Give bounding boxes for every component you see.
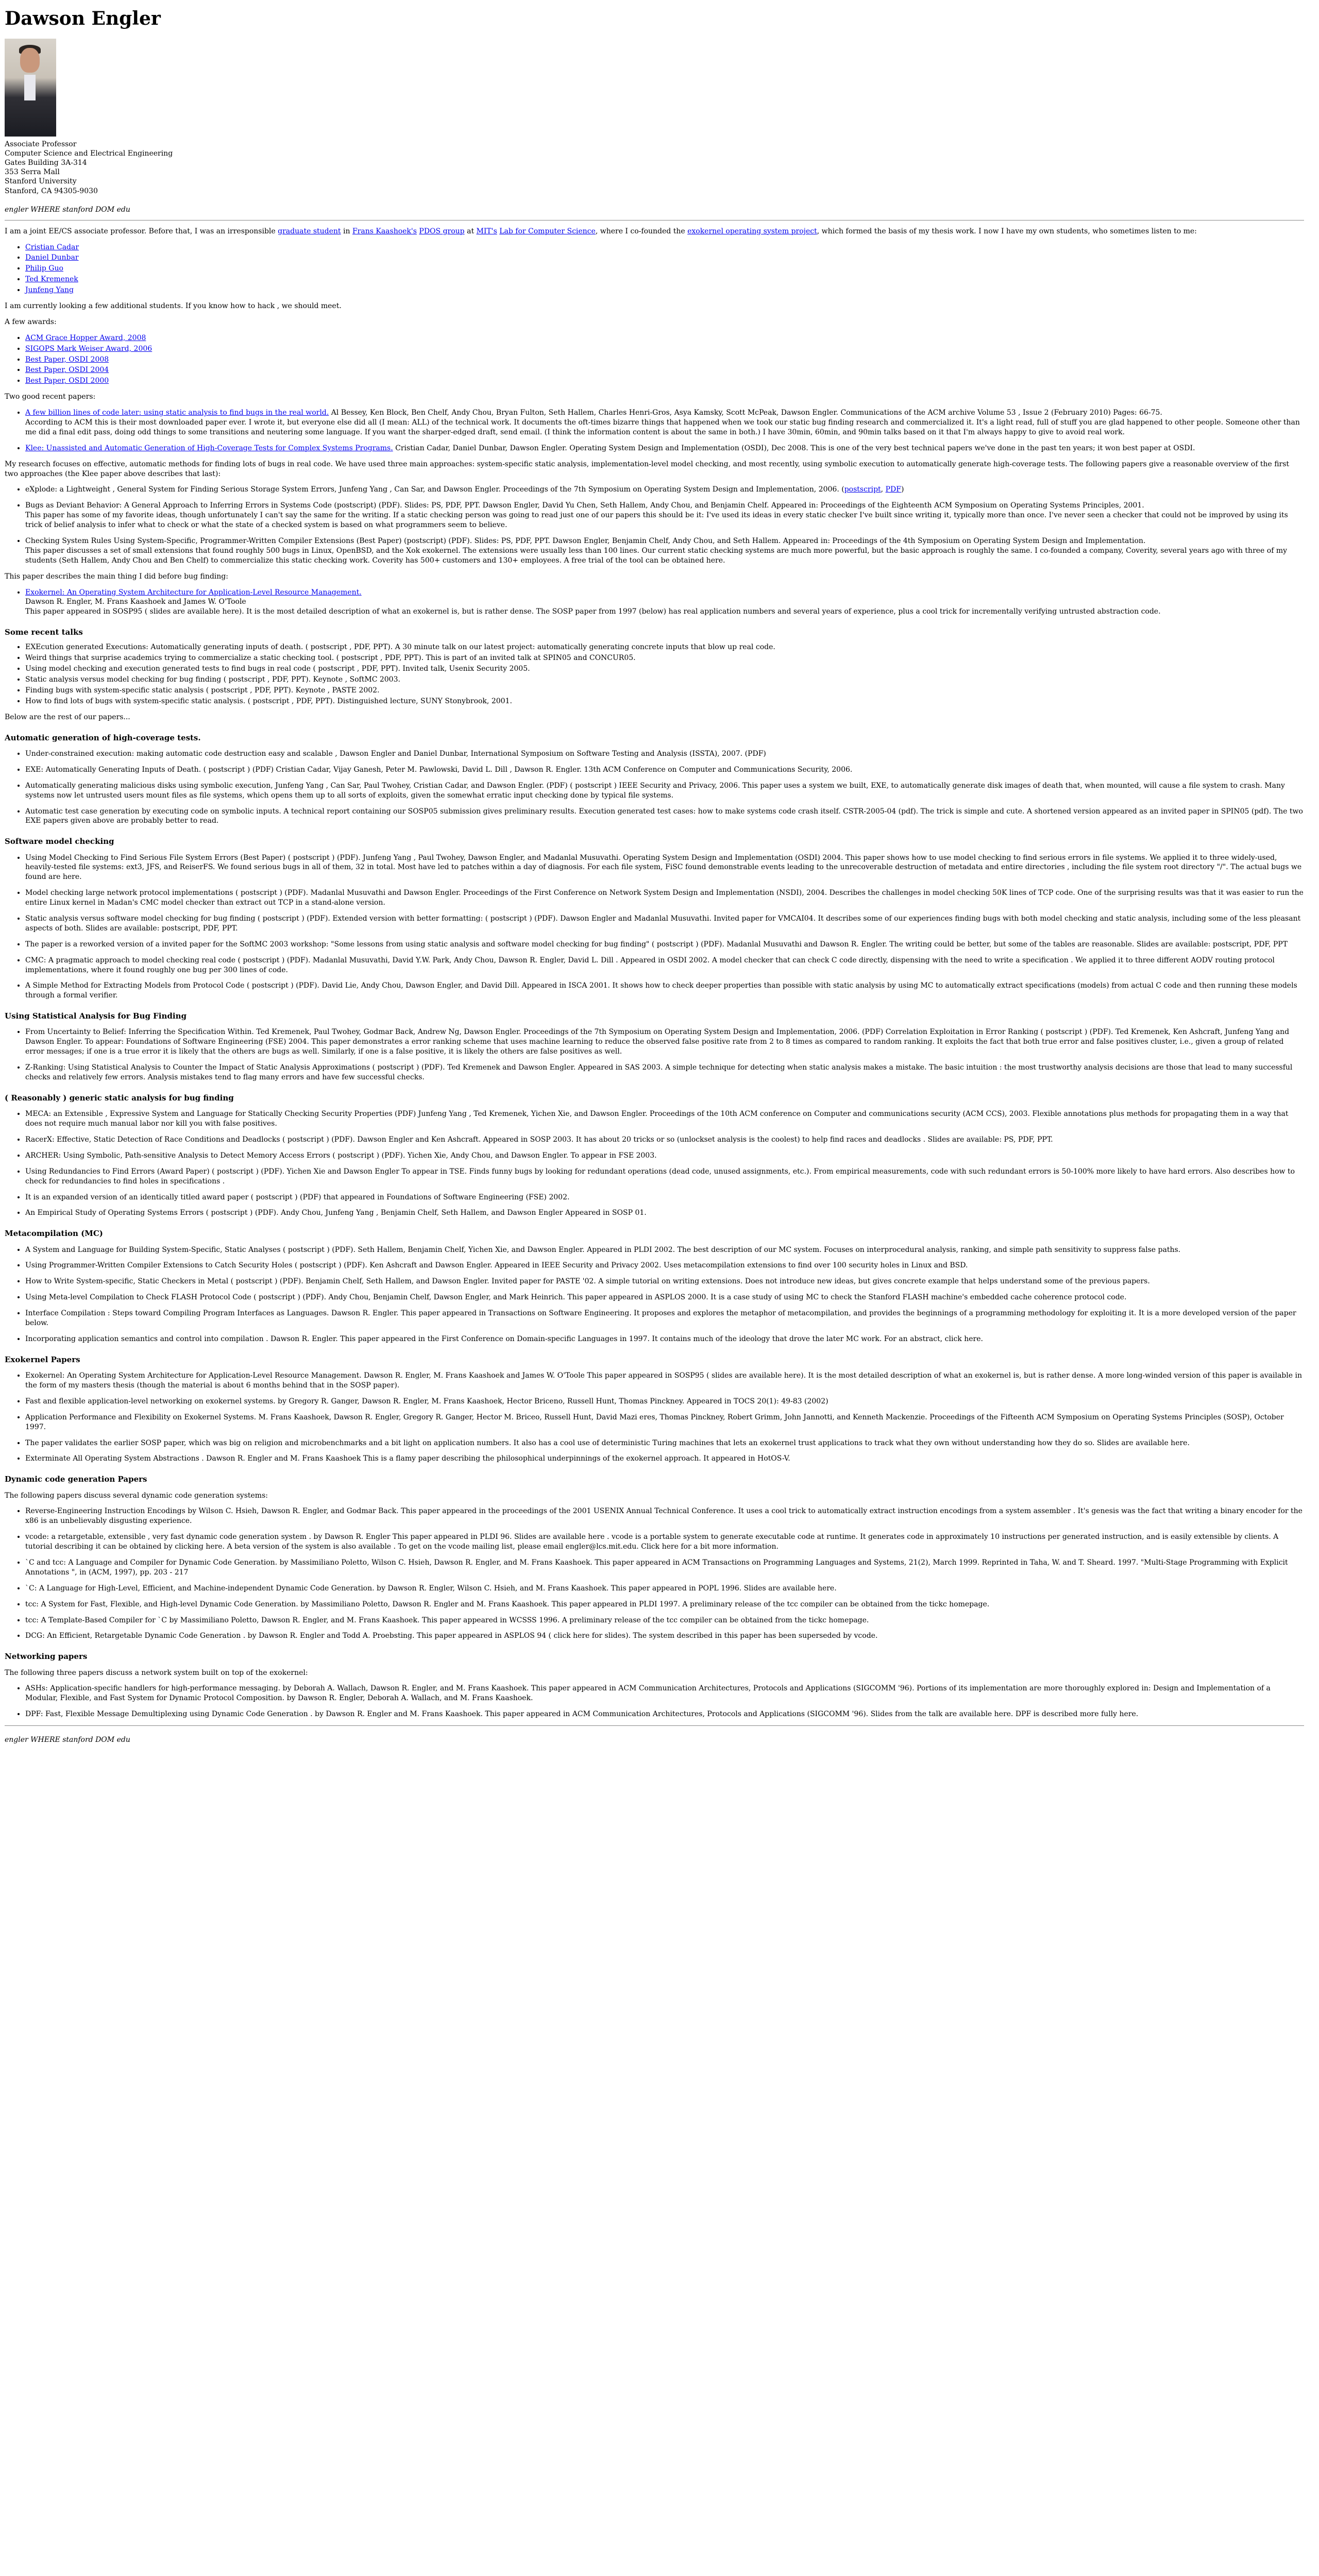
- list-item: • Weird things that surprise academics trying to commercialize a static checking tool. ( postscript , PDF, PPT). This is part of an invited talk at SPIN05 and CONCUR05.: [25, 653, 1304, 663]
- generic-list: [5, 1109, 1304, 1218]
- list-item: • From Uncertainty to Belief: Inferring the Specification Within. Ted Kremenek, Paul Twohey, Godmar Back, Andrew Ng, Dawson Engler. Proceedings of the 7th Symposium on Operating System Design and Implementation, 2006. (PDF) Correlation Exploitation in Error Ranking ( postscript ) (PDF). Ted Kremenek, Ken Ashcraft, Junfeng Yang and Dawson Engler. To appear: Foundations of Software Engineering (FSE) 2004. This paper demonstrates a error ranking scheme that uses machine learning to reduce the observed false positive rate from 2 to 8 times as compared to random ranking. It exploits the fact that both true error and false positives cluster, i.e., given a group of related error messages; if one is a true error it is likely that the others are bugs as well. Similarly, if one is a false positive, it is likely the others are false positives as well.: [25, 1027, 1304, 1057]
- student-link[interactable]: Ted Kremenek: [25, 275, 78, 284]
- list-item: • Finding bugs with system-specific static analysis ( postscript , PDF, PPT). Keynote , PASTE 2002.: [25, 686, 1304, 696]
- mc-list: [5, 853, 1304, 1001]
- net-list: [5, 1684, 1304, 1719]
- list-item: [25, 243, 1304, 252]
- list-item: [25, 501, 1304, 530]
- intro-text: I am a joint EE/CS associate professor. Before that, I was an irresponsible: [5, 227, 278, 235]
- students-list: [5, 243, 1304, 295]
- paper-link[interactable]: A few billion lines of code later: using static analysis to find bugs in the real world.: [25, 409, 329, 417]
- divider: [5, 220, 1304, 221]
- list-item: • How to find lots of bugs with system-specific static analysis. ( postscript , PDF, PPT). Distinguished lecture, SUNY Stonybrook, 2001.: [25, 697, 1304, 706]
- paper-description: This paper appeared in SOSP95 ( slides are available here). It is the most detailed description of what an exokernel is, but is rather dense. The SOSP paper from 1997 (below) has real application numbers and several years of experience, plus a cool trick for incrementally verifying untrusted abstraction code.: [25, 607, 1161, 616]
- list-item: [25, 355, 1304, 365]
- list-item: • Automatically generating malicious disks using symbolic execution, Junfeng Yang , Can Sar, Paul Twohey, Cristian Cadar, and Dawson Engler. (PDF) ( postscript ) IEEE Security and Privacy, 2006. This paper uses a system we built, EXE, to automatically generate disk images of death that, when mounted, will cause a file system to crash. Many systems now let untrusted users mount files as file systems, which opens them up to all sorts of exploits, given the somewhat erratic input checking done by typical file systems.: [25, 781, 1304, 801]
- list-item: • A Simple Method for Extracting Models from Protocol Code ( postscript ) (PDF). David Lie, Andy Chou, Dawson Engler, and David Dill. Appeared in ISCA 2001. It shows how to check deeper properties than possible with static analysis by using MC to automatically extract specifications (models) from actual C code and then running these models through a formal verifier.: [25, 981, 1304, 1001]
- list-item: [25, 333, 1304, 343]
- list-item: [25, 285, 1304, 295]
- list-item: • The paper validates the earlier SOSP paper, which was big on religion and microbenchmarks and a bit light on application numbers. It also has a cool use of deterministic Turing machines that lets an exokernel trust applications to track what they own without understanding how they do so. Slides are available here.: [25, 1438, 1304, 1448]
- recent-papers-list: [5, 408, 1304, 453]
- address-line: Computer Science and Electrical Engineering: [5, 149, 173, 158]
- list-item: [25, 376, 1304, 386]
- list-item: • EXE: Automatically Generating Inputs of Death. ( postscript ) (PDF) Cristian Cadar, Vijay Ganesh, Peter M. Pawlowski, David L. Dill , Dawson R. Engler. 13th ACM Conference on Computer and Communications Security, 2006.: [25, 765, 1304, 775]
- list-item: • How to Write System-specific, Static Checkers in Metal ( postscript ) (PDF). Benjamin Chelf, Seth Hallem, and Dawson Engler. Invited paper for PASTE '02. A simple tutorial on writing extensions. Does not introduce new ideas, but gives concrete example that helps understand some of the previous papers.: [25, 1277, 1304, 1286]
- list-item: • Using Programmer-Written Compiler Extensions to Catch Security Holes ( postscript ) (PDF). Ken Ashcraft and Dawson Engler. Appeared in IEEE Security and Privacy 2002. Uses metacompilation extensions to find over 100 security holes in Linux and BSD.: [25, 1261, 1304, 1270]
- advising-text: I am currently looking a few additional students. If you know how to hack , we should meet.: [5, 301, 342, 310]
- exo-main-list: [5, 588, 1304, 617]
- award-link[interactable]: Best Paper, OSDI 2008: [25, 355, 109, 364]
- list-item: • eXplode: a Lightweight , General System for Finding Serious Storage System Errors, Junfeng Yang , Can Sar, and Dawson Engler. Proceedings of the 7th Symposium on Operating System Design and Implementation, 2006. (postscript, PDF): [25, 485, 1304, 495]
- list-item: • `C and tcc: A Language and Compiler for Dynamic Code Generation. by Massimiliano Poletto, Wilson C. Hsieh, Dawson R. Engler, and M. Frans Kaashoek. This paper appeared in ACM Transactions on Programming Languages and Systems, 21(2), March 1999. Reprinted in Taha, W. and T. Sheard. 1997. "Multi-Stage Programming with Explicit Annotations ", in (ACM, 1997), pp. 203 - 217: [25, 1558, 1304, 1578]
- intro-text: in: [341, 227, 352, 235]
- student-link[interactable]: Junfeng Yang: [25, 286, 74, 295]
- page-title: Dawson Engler: [5, 8, 161, 29]
- section-heading: Metacompilation (MC): [5, 1229, 103, 1239]
- list-item: • Application Performance and Flexibility on Exokernel Systems. M. Frans Kaashoek, Dawson R. Engler, Gregory R. Ganger, Hector M. Briceo, Russell Hunt, David Mazi eres, Thomas Pinckney, Robert Grimm, John Jannotti, and Kenneth Mackenzie. Proceedings of the Fifteenth ACM Symposium on Operating Systems Principles (SOSP), October 1997.: [25, 1413, 1304, 1432]
- list-item: • Using Model Checking to Find Serious File System Errors (Best Paper) ( postscript ) (PDF). Junfeng Yang , Paul Twohey, Dawson Engler, and Madanlal Musuvathi. Operating System Design and Implementation (OSDI) 2004. This paper shows how to use model checking to find serious errors in file systems. We applied it to three widely-used, heavily-tested file systems: ext3, JFS, and ReiserFS. We found serious bugs in all of them, 32 in total. Most have led to patches within a day of diagnosis. For each file system, FiSC found demonstrable events leading to the unrecoverable destruction of metadata and entire directories , including the file system root directory "/". The actual bugs we found are here.: [25, 853, 1304, 883]
- list-item: • Static analysis versus software model checking for bug finding ( postscript ) (PDF). Extended version with better formatting: ( postscript ) (PDF). Dawson Engler and Madanlal Musuvathi. Invited paper for VMCAI04. It describes some of our experiences finding bugs with both model checking and static analysis, including some of the less pleasant aspects of both. Slides are available: postscript, PDF, PPT.: [25, 914, 1304, 934]
- dyn-list: [5, 1506, 1304, 1641]
- list-item: [25, 408, 1304, 437]
- portrait-photo: [5, 39, 56, 137]
- recent-intro: Two good recent papers:: [5, 393, 96, 401]
- list-item: • Automatic test case generation by executing code on symbolic inputs. A technical report containing our SOSP05 submission gives preliminary results. Execution generated test cases: how to make systems code crash itself. CSTR-2005-04 (pdf). The trick is simple and cute. A shortened version appeared as an invited paper in SPIN05 (pdf). The two EXE papers given above are probably better to read.: [25, 807, 1304, 826]
- exokernel-link[interactable]: exokernel operating system project: [687, 227, 817, 235]
- address-line: Stanford University: [5, 177, 77, 186]
- list-item: • vcode: a retargetable, extensible , very fast dynamic code generation system . by Dawson R. Engler This paper appeared in PLDI 96. Slides are available here . vcode is a portable system to generate executable code at runtime. It generates code in approximately 10 instructions per generated instruction, and is easily extensible by clients. A tutorial describing it can be obtained by clicking here. A beta version of the system is also available . To get on the vcode mailing list, please email engler@lcs.mit.edu. Click here for a bit more information.: [25, 1532, 1304, 1552]
- list-item: • DPF: Fast, Flexible Message Demultiplexing using Dynamic Code Generation . by Dawson R. Engler and M. Frans Kaashoek. This paper appeared in ACM Communication Architectures, Protocols and Applications (SIGCOMM '96). Slides from the talk are available here. DPF is described more fully here.: [25, 1709, 1304, 1719]
- list-item: [25, 365, 1304, 375]
- paper-text: Checking System Rules Using System-Specific, Programmer-Written Compiler Extensions (Best Paper) (postscript) (PDF). Slides: PS, PDF, PPT. Dawson Engler, Benjamin Chelf, Andy Chou, and Seth Hallem. Appeared in: Proceedings of the 4th Symposium on Operating System Design and Implementation.: [25, 536, 1146, 545]
- section-heading: Networking papers: [5, 1652, 88, 1662]
- list-item: • ASHs: Application-specific handlers for high-performance messaging. by Deborah A. Wallach, Dawson R. Engler, and M. Frans Kaashoek. This paper appeared in ACM Communication Architectures, Protocols and Applications (SIGCOMM '96). Portions of its implementation are more thoroughly explored in: Design and Implementation of a Modular, Flexible, and Fast System for Dynamic Protocol Composition. by Dawson R. Engler, Deborah A. Wallach, and M. Frans Kaashoek.: [25, 1684, 1304, 1703]
- list-item: • Reverse-Engineering Instruction Encodings by Wilson C. Hsieh, Dawson R. Engler, and Godmar Back. This paper appeared in the proceedings of the 2001 USENIX Annual Technical Conference. It uses a cool trick to automatically extract instruction encodings from a system assembler . It's genesis was the fact that writing a binary encoder for the x86 is an unbelievably disgusting experience.: [25, 1506, 1304, 1526]
- paper-link[interactable]: Klee: Unassisted and Automatic Generation of High-Coverage Tests for Complex Systems Programs.: [25, 444, 393, 452]
- award-link[interactable]: SIGOPS Mark Weiser Award, 2006: [25, 344, 153, 353]
- intro-text: , where I co-founded the: [595, 227, 688, 235]
- exo-intro: This paper describes the main thing I did before bug finding:: [5, 572, 228, 581]
- postscript-link[interactable]: postscript: [844, 485, 881, 494]
- list-item: • tcc: A Template-Based Compiler for `C by Massimiliano Poletto, Dawson R. Engler, and M. Frans Kaashoek. This paper appeared in WCSSS 1996. A preliminary release of the tcc compiler can be obtained from the tickc homepage.: [25, 1616, 1304, 1625]
- section-heading: Dynamic code generation Papers: [5, 1475, 147, 1484]
- list-item: • Exterminate All Operating System Abstractions . Dawson R. Engler and M. Frans Kaashoek This is a flamy paper describing the philosophical underpinnings of the exokernel approach. It appeared in HotOS-V.: [25, 1454, 1304, 1464]
- list-item: [25, 344, 1304, 354]
- list-item: • ARCHER: Using Symbolic, Path-sensitive Analysis to Detect Memory Access Errors ( postscript ) (PDF). Yichen Xie, Andy Chou, and Dawson Engler. To appear in FSE 2003.: [25, 1151, 1304, 1161]
- list-item: • Model checking large network protocol implementations ( postscript ) (PDF). Madanlal Musuvathi and Dawson Engler. Proceedings of the First Conference on Network System Design and Implementation (NSDI), 2004. Describes the challenges in model checking 50K lines of TCP code. One of the surprising results was that it was easier to run the entire Linux kernel in Madan's CMC model checker than extract out TCP in a stand-alone version.: [25, 888, 1304, 908]
- paper-description: This paper has some of my favorite ideas, though unfortunately I can't say the same for the writing. If a static checking person was going to read just one of our papers this should be it: I've used its ideas in every static checker I've built since writing it, typically more than once. I've never seen a checker that could not be improved by using its trick of belief analysis to infer what to check or what the state of a checked system is based on what programmers seem to believe.: [25, 511, 1288, 530]
- student-link[interactable]: Philip Guo: [25, 264, 63, 273]
- kaashoek-link[interactable]: Frans Kaashoek's: [352, 227, 417, 235]
- list-item: • An Empirical Study of Operating Systems Errors ( postscript ) (PDF). Andy Chou, Junfeng Yang , Benjamin Chelf, Seth Hallem, and Dawson Engler Appeared in SOSP 01.: [25, 1208, 1304, 1218]
- section-heading: Using Statistical Analysis for Bug Finding: [5, 1011, 187, 1021]
- stat-list: [5, 1027, 1304, 1082]
- autogen-list: [5, 749, 1304, 826]
- section-heading: Automatic generation of high-coverage tests.: [5, 733, 201, 742]
- pdf-link[interactable]: PDF: [885, 485, 901, 494]
- list-item: • Fast and flexible application-level networking on exokernel systems. by Gregory R. Ganger, Dawson R. Engler, M. Frans Kaashoek, Hector Briceno, Russell Hunt, Thomas Pinckney. Appeared in TOCS 20(1): 49-83 (2002): [25, 1397, 1304, 1406]
- footer-email: engler WHERE stanford DOM edu: [5, 1736, 130, 1744]
- paper-link[interactable]: Exokernel: An Operating System Architecture for Application-Level Resource Management.: [25, 588, 362, 597]
- section-intro: The following papers discuss several dynamic code generation systems:: [5, 1491, 268, 1500]
- list-item: • The paper is a reworked version of a invited paper for the SoftMC 2003 workshop: "Some lessons from using static analysis and software model checking for bug finding" ( postscript ) (PDF). Madanlal Musuvathi and Dawson R. Engler. The writing could be better, but some of the tables are reasonable. Slides are available: postscript, PDF, PPT: [25, 940, 1304, 950]
- address-line: Gates Building 3A-314: [5, 158, 87, 167]
- lcs-link[interactable]: Lab for Computer Science: [499, 227, 596, 235]
- list-item: • CMC: A pragmatic approach to model checking real code ( postscript ) (PDF). Madanlal Musuvathi, David Y.W. Park, Andy Chou, Dawson R. Engler, David L. Dill . Appeared in OSDI 2002. A model checker that can check C code directly, dispensing with the need to write a specification . We applied it to three different AODV routing protocol implementations, where it found roughly one bug per 300 lines of code.: [25, 956, 1304, 975]
- awards-list: [5, 333, 1304, 386]
- paper-text: Al Bessey, Ken Block, Ben Chelf, Andy Chou, Bryan Fulton, Seth Hallem, Charles Henri-Gros, Asya Kamsky, Scott McPeak, Dawson Engler. Communications of the ACM archive Volume 53 , Issue 2 (February 2010) Pages: 66-75.: [329, 409, 1162, 417]
- research-list: [5, 485, 1304, 565]
- list-item: • Under-constrained execution: making automatic code destruction easy and scalable , Dawson Engler and Daniel Dunbar, International Symposium on Software Testing and Analysis (ISSTA), 2007. (PDF): [25, 749, 1304, 759]
- section-heading: Some recent talks: [5, 628, 83, 637]
- paper-description: This paper discusses a set of small extensions that found roughly 500 bugs in Linux, OpenBSD, and the Xok exokernel. The extensions were usually less than 100 lines. Our current static checking systems are much more powerful, but the basic approach is roughly the same. I co-founded a company, Coverity, several years ago with three of my students (Seth Hallem, Andy Chou and Ben Chelf) to commercialize this static checking work. Coverity has 500+ customers and 130+ employees. A free trial of the tool can be obtained here.: [25, 546, 1288, 565]
- address-line: Associate Professor: [5, 140, 77, 148]
- list-item: • RacerX: Effective, Static Detection of Race Conditions and Deadlocks ( postscript ) (PDF). Dawson Engler and Ken Ashcraft. Appeared in SOSP 2003. It has about 20 tricks or so (unlockset analysis is the coolest) to help find races and deadlocks . Slides are available: PS, PDF, PPT.: [25, 1135, 1304, 1145]
- paper-text: Bugs as Deviant Behavior: A General Approach to Inferring Errors in Systems Code (postscript) (PDF). Slides: PS, PDF, PPT. Dawson Engler, David Yu Chen, Seth Hallem, Andy Chou, and Benjamin Chelf. Appeared in: Proceedings of the Eighteenth ACM Symposium on Operating Systems Principles, 2001.: [25, 501, 1144, 510]
- list-item: • Using Redundancies to Find Errors (Award Paper) ( postscript ) (PDF). Yichen Xie and Dawson Engler To appear in TSE. Finds funny bugs by looking for redundant operations (dead code, unused assignments, etc.). From empirical measurements, code with such redundant errors is 50-100% more likely to have hard errors. Also describes how to check for redundancies to find holes in specifications .: [25, 1167, 1304, 1187]
- exo-list: [5, 1371, 1304, 1464]
- list-item: [25, 444, 1304, 453]
- graduate-student-link[interactable]: graduate student: [278, 227, 341, 235]
- list-item: • A System and Language for Building System-Specific, Static Analyses ( postscript ) (PDF). Seth Hallem, Benjamin Chelf, Yichen Xie, and Dawson Engler. Appeared in PLDI 2002. The best description of our MC system. Focuses on interprocedural analysis, ranking, and simple path sensitivity to suppress false paths.: [25, 1245, 1304, 1255]
- award-link[interactable]: Best Paper, OSDI 2000: [25, 377, 109, 385]
- list-item: • tcc: A System for Fast, Flexible, and High-level Dynamic Code Generation. by Massimiliano Poletto, Dawson R. Engler and M. Frans Kaashoek. This paper appeared in PLDI 1997. A preliminary release of the tcc compiler can be obtained from the tickc homepage.: [25, 1600, 1304, 1609]
- awards-intro: A few awards:: [5, 317, 57, 326]
- rest-text: Below are the rest of our papers...: [5, 713, 130, 721]
- section-intro: The following three papers discuss a network system built on top of the exokernel:: [5, 1668, 308, 1677]
- list-item: • Z-Ranking: Using Statistical Analysis to Counter the Impact of Static Analysis Approximations ( postscript ) (PDF). Ted Kremenek and Dawson Engler. Appeared in SAS 2003. A simple technique for detecting when static analysis makes a mistake. The basic intuition : the most trustworthy analysis decisions are those that lead to many successful checks and relatively few errors. Analysis mistakes tend to flag many errors and have few successful checks.: [25, 1063, 1304, 1082]
- list-item: [25, 264, 1304, 274]
- list-item: • DCG: An Efficient, Retargetable Dynamic Code Generation . by Dawson R. Engler and Todd A. Proebsting. This paper appeared in ASPLOS 94 ( click here for slides). The system described in this paper has been superseded by vcode.: [25, 1631, 1304, 1641]
- list-item: • Exokernel: An Operating System Architecture for Application-Level Resource Management. Dawson R. Engler, M. Frans Kaashoek and James W. O'Toole This paper appeared in SOSP95 ( slides are available here). It is the most detailed description of what an exokernel is, but is rather dense. A more long-winded version of this paper is available in the form of my masters thesis (though the material is about 6 months behind that in the SOSP paper).: [25, 1371, 1304, 1391]
- list-item: [25, 588, 1304, 617]
- list-item: [25, 275, 1304, 284]
- intro-paragraph: [5, 227, 1304, 236]
- talks-list: [5, 642, 1304, 706]
- list-item: • Static analysis versus model checking for bug finding ( postscript , PDF, PPT). Keynote , SoftMC 2003.: [25, 675, 1304, 685]
- mit-link[interactable]: MIT's: [476, 227, 497, 235]
- list-item: • Interface Compilation : Steps toward Compiling Program Interfaces as Languages. Dawson R. Engler. This paper appeared in Transactions on Software Engineering. It proposes and explores the metaphor of metacompilation, and provides the beginnings of a programming methodology for exploiting it. It is a more developed version of the paper below.: [25, 1309, 1304, 1328]
- paper-text: eXplode: a Lightweight , General System for Finding Serious Storage System Errors, Junfeng Yang , Can Sar, and Dawson Engler. Proceedings of the 7th Symposium on Operating System Design and Implementation, 2006. (: [25, 485, 844, 494]
- student-link[interactable]: Cristian Cadar: [25, 243, 79, 251]
- email-address: engler WHERE stanford DOM edu: [5, 205, 130, 214]
- paper-text: Cristian Cadar, Daniel Dunbar, Dawson Engler. Operating System Design and Implementation (OSDI), Dec 2008. This is one of the very best technical papers we've done in the past ten years; it won best paper at OSDI.: [393, 444, 1195, 452]
- intro-text: at: [464, 227, 477, 235]
- research-intro: My research focuses on effective, automatic methods for finding lots of bugs in real code. We have used three main approaches: system-specific static analysis, implementation-level model checking, and most recently, using symbolic execution to automatically generate high-coverage tests. The following papers give a reasonable overview of the first two approaches (the Klee paper above describes that last):: [5, 460, 1290, 478]
- student-link[interactable]: Daniel Dunbar: [25, 253, 79, 262]
- award-link[interactable]: Best Paper, OSDI 2004: [25, 366, 109, 375]
- paper-authors: Dawson R. Engler, M. Frans Kaashoek and James W. O'Toole: [25, 598, 246, 606]
- intro-text: , which formed the basis of my thesis work. I now I have my own students, who sometimes listen to me:: [817, 227, 1197, 235]
- divider: [5, 1725, 1304, 1726]
- list-item: • Using Meta-level Compilation to Check FLASH Protocol Code ( postscript ) (PDF). Andy Chou, Benjamin Chelf, Dawson Engler, and Mark Heinrich. This paper appeared in ASPLOS 2000. It is a case study of using MC to check the Stanford FLASH machine's embedded cache coherence protocol code.: [25, 1293, 1304, 1302]
- section-heading: ( Reasonably ) generic static analysis for bug finding: [5, 1093, 234, 1103]
- list-item: • Using model checking and execution generated tests to find bugs in real code ( postscript , PDF, PPT). Invited talk, Usenix Security 2005.: [25, 664, 1304, 674]
- list-item: • MECA: an Extensible , Expressive System and Language for Statically Checking Security Properties (PDF) Junfeng Yang , Ted Kremenek, Yichen Xie, and Dawson Engler. Proceedings of the 10th ACM conference on Computer and communications security (ACM CCS), 2003. Flexible annotations plus methods for propagating them in a way that does not require much manual labor nor kill you with false positives.: [25, 1109, 1304, 1129]
- section-heading: Software model checking: [5, 837, 114, 846]
- list-item: • EXEcution generated Executions: Automatically generating inputs of death. ( postscript , PDF, PPT). A 30 minute talk on our latest project: automatically generating concrete inputs that blow up real code.: [25, 642, 1304, 652]
- list-item: [25, 536, 1304, 566]
- list-item: • `C: A Language for High-Level, Efficient, and Machine-independent Dynamic Code Generation. by Dawson R. Engler, Wilson C. Hsieh, and M. Frans Kaashoek. This paper appeared in POPL 1996. Slides are available here.: [25, 1584, 1304, 1594]
- list-item: [25, 253, 1304, 263]
- list-item: • It is an expanded version of an identically titled award paper ( postscript ) (PDF) that appeared in Foundations of Software Engineering (FSE) 2002.: [25, 1193, 1304, 1202]
- section-heading: Exokernel Papers: [5, 1354, 80, 1364]
- address-line: Stanford, CA 94305-9030: [5, 187, 98, 195]
- pdos-link[interactable]: PDOS group: [419, 227, 465, 235]
- address-line: 353 Serra Mall: [5, 168, 60, 177]
- paper-description: According to ACM this is their most downloaded paper ever. I wrote it, but everyone else did all (I mean: ALL) of the technical work. It documents the oft-times bizarre things that happened when we took our static bug finding research and commercialized it. It's a light read, full of stuff you are glad happened to other people. Someone other than me did a final edit pass, doing odd things to some transitions and neutering some language. If you want the sharper-edged draft, send email. (I think the information content is about the same in both.) I have 30min, 60min, and 90min talks based on it that I'm always happy to give to avoid real work.: [25, 418, 1300, 436]
- list-item: • Incorporating application semantics and control into compilation . Dawson R. Engler. This paper appeared in the First Conference on Domain-specific Languages in 1997. It contains much of the ideology that drove the later MC work. For an abstract, click here.: [25, 1334, 1304, 1344]
- award-link[interactable]: ACM Grace Hopper Award, 2008: [25, 333, 146, 342]
- address-block: [5, 140, 1304, 196]
- meta-list: [5, 1245, 1304, 1344]
